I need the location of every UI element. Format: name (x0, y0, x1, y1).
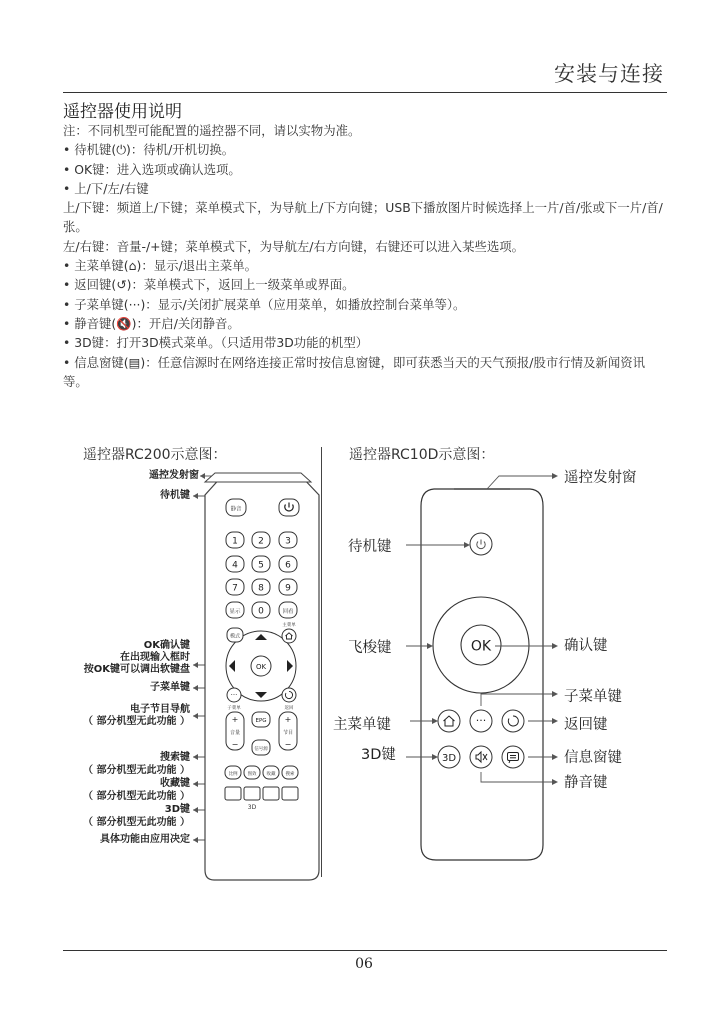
rc200-ir-label: 遥控发射窗 (149, 470, 199, 481)
rc200-search-label-1: 搜索键 (160, 752, 190, 763)
rc200-epg-text: EPG (255, 718, 267, 724)
submenu-line: • 子菜单键(···)：显示/关闭扩展菜单（应用菜单，如播放控制台菜单等）。 (63, 295, 667, 314)
rc200-ch-label: 节目 (282, 730, 294, 736)
rc200-search-label-2: （ 部分机型无此功能 ） (83, 765, 190, 776)
rc10d-3d-text: 3D (441, 753, 457, 764)
rc200-fav-label-2: （ 部分机型无此功能 ） (83, 791, 190, 802)
note-line: 注：不同机型可能配置的遥控器不同，请以实物为准。 (63, 123, 361, 138)
rc200-epg-label-1: 电子节目导航 (130, 704, 190, 715)
rc200-digit-4-text: 4 (232, 560, 238, 571)
rc200-epg-label-2: （ 部分机型无此功能 ） (83, 716, 190, 727)
rc200-submenu-label: 子菜单键 (150, 682, 190, 693)
rc10d-back-label: 返回键 (564, 717, 608, 733)
rc200-digit-8-text: 8 (258, 583, 264, 594)
home-line: • 主菜单键(⌂)：显示/退出主菜单。 (63, 256, 667, 275)
rc10d-home-button[interactable] (438, 710, 460, 732)
rc200-vol-label: 音量 (229, 730, 241, 736)
rc200-search-text: 搜索 (285, 772, 295, 777)
rc200-ch-minus: − (284, 740, 292, 749)
rc200-mode-text: 模式 (229, 633, 241, 640)
info-line: • 信息窗键(▤)：任意信源时在网络连接正常时按信息窗键，即可获悉当天的天气预报/股市行情及新闻资讯等。 (63, 353, 667, 392)
direction-line: • 上/下/左/右键 (63, 179, 667, 198)
rc200-standby-label: 待机键 (160, 490, 190, 501)
rc10d-caption: 遥控器RC10D示意图： (349, 447, 495, 463)
document-title: 遥控器使用说明 (63, 102, 182, 122)
rc200-vol-plus: + (231, 715, 239, 724)
back-line: • 返回键(↺)：菜单模式下，返回上一级菜单或界面。 (63, 275, 667, 294)
page-number: 06 (355, 956, 373, 972)
bottom-divider (63, 950, 667, 951)
rc10d-mute-label: 静音键 (564, 775, 608, 791)
rc200-back-text: 回看 (282, 609, 294, 615)
rc200-source-text: 信号源 (254, 747, 268, 752)
rc200-caption: 遥控器RC200示意图： (83, 447, 227, 463)
leftright-line: 左/右键：音量-/+键；菜单模式下，为导航左/右方向键，右键还可以进入某些选项。 (63, 238, 525, 254)
rc200-display-text: 显示 (229, 609, 241, 615)
rc200-ok-text: OK (255, 663, 267, 671)
rc200-ok-label-3: 按OK键可以调出软键盘 (83, 664, 190, 675)
rc10d-ok-text: OK (470, 638, 492, 655)
rc200-digit-2-text: 2 (258, 536, 264, 547)
rc10d-fly-label: 飞梭键 (348, 640, 392, 656)
rc10d-home-label: 主菜单键 (333, 717, 391, 733)
rc200-vol-minus: − (231, 740, 239, 749)
rc10d-info-label: 信息窗键 (564, 750, 622, 766)
rc200-fav-label-1: 收藏键 (160, 778, 190, 789)
rc200-ok-label-1: OK确认键 (143, 640, 190, 651)
standby-line: • 待机键(⏻)：待机/开机切换。 (63, 140, 667, 159)
rc200-ch-plus: + (284, 715, 292, 724)
rc200-digit-0-text: 0 (258, 606, 264, 617)
rc200-submenu-small-text: 子菜单 (227, 706, 241, 711)
rc200-digit-6-text: 6 (285, 560, 291, 571)
rc200-3d-text: 3D (247, 804, 257, 811)
rc200-3d-label-1: 3D键 (164, 804, 190, 815)
rc10d-submenu-label: 子菜单键 (564, 689, 622, 705)
rc200-return-small-text: 返回 (284, 706, 294, 711)
rc10d-standby-label: 待机键 (348, 539, 392, 555)
rc200-digit-5-text: 5 (258, 560, 264, 571)
rc200-3d-label-2: （ 部分机型无此功能 ） (83, 817, 190, 828)
rc200-digit-1-text: 1 (232, 536, 238, 547)
rc200-ok-label-2: 在出现输入框时 (120, 652, 190, 663)
3d-line: • 3D键：打开3D模式菜单。（只适用带3D功能的机型） (63, 333, 667, 352)
rc10d-3d-label: 3D键 (361, 747, 396, 763)
rc200-scale-text: 比例 (228, 772, 238, 777)
updown-line: 上/下键：频道上/下键；菜单模式下，为导航上/下方向键；USB下播放图片时候选择上一片/首/张或下一片/首/张。 (63, 200, 663, 235)
mute-line: • 静音键(🔇)：开启/关闭静音。 (63, 314, 667, 333)
rc200-fav-text: 收藏 (266, 772, 276, 777)
rc10d-ir-label: 遥控发射窗 (564, 470, 637, 486)
rc200-mute-text: 静音 (230, 506, 242, 513)
ok-line: • OK键：进入选项或确认选项。 (63, 160, 667, 179)
section-title: 安装与连接 (554, 62, 664, 86)
rc10d-return-button[interactable] (502, 710, 524, 732)
rc200-digit-9-text: 9 (285, 583, 291, 594)
rc200-home-small-text: 主菜单 (282, 623, 296, 628)
rc200-app-label: 具体功能由应用决定 (100, 834, 190, 845)
more-icon: ··· (475, 714, 487, 727)
rc10d-confirm-label: 确认键 (564, 638, 608, 654)
rc10d-info-button[interactable] (502, 746, 524, 768)
more-icon: ··· (230, 691, 238, 699)
rc200-digit-7-text: 7 (232, 583, 238, 594)
rc200-picture-text: 图效 (247, 772, 257, 777)
rc200-digit-3-text: 3 (285, 536, 291, 547)
